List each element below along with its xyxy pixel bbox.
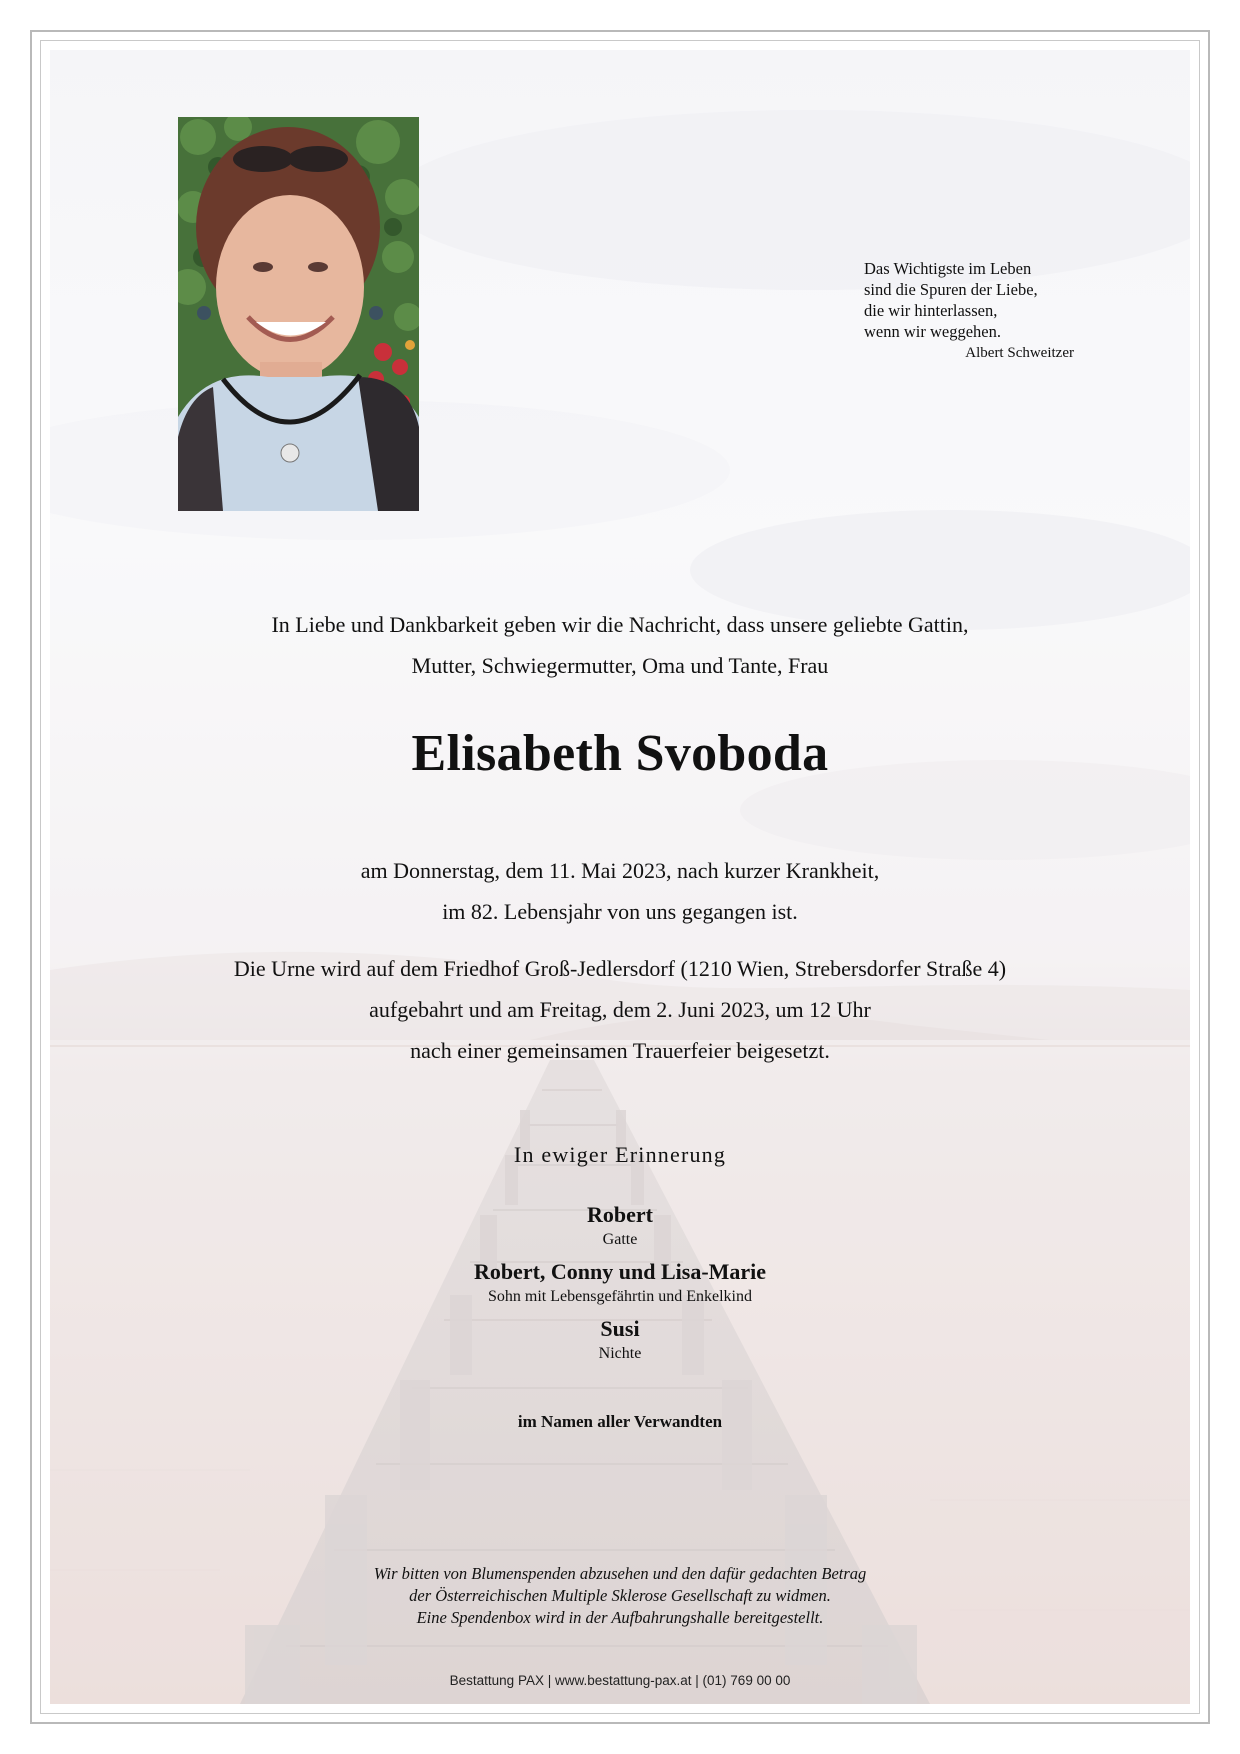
burial-line: nach einer gemeinsamen Trauerfeier beigesetzt. <box>410 1038 830 1063</box>
portrait-photo-icon <box>178 117 419 511</box>
burial-line: Die Urne wird auf dem Friedhof Groß-Jedlersdorf (1210 Wien, Strebersdorfer Straße 4) <box>233 956 1007 981</box>
family-list <box>100 1200 1140 1371</box>
intro-line: Mutter, Schwiegermutter, Oma und Tante, Frau <box>411 653 829 678</box>
burial-details <box>100 948 1140 1071</box>
family-member-name: Robert <box>587 1202 653 1227</box>
relatives-note: im Namen aller Verwandten <box>517 1412 723 1431</box>
quote-line: die wir hinterlassen, <box>864 301 998 320</box>
funeral-home-footer: Bestattung PAX | www.bestattung-pax.at | (01) 769 00 00 <box>449 1673 791 1688</box>
burial-line: aufgebahrt und am Freitag, dem 2. Juni 2023, um 12 Uhr <box>369 997 871 1022</box>
death-line: am Donnerstag, dem 11. Mai 2023, nach kurzer Krankheit, <box>360 858 880 883</box>
quote-block <box>864 258 1074 364</box>
death-details <box>100 850 1140 932</box>
donation-line: Wir bitten von Blumenspenden abzusehen und den dafür gedachten Betrag <box>373 1564 867 1583</box>
quote-author: Albert Schweitzer <box>965 345 1074 361</box>
death-line: im 82. Lebensjahr von uns gegangen ist. <box>442 899 798 924</box>
family-member-relation: Nichte <box>598 1345 642 1362</box>
quote-line: wenn wir weggehen. <box>864 322 1001 341</box>
family-member-name: Susi <box>600 1316 640 1341</box>
donation-request <box>100 1563 1140 1629</box>
family-member-relation: Gatte <box>602 1231 638 1248</box>
portrait-photo <box>178 117 419 511</box>
intro-line: In Liebe und Dankbarkeit geben wir die Nachricht, dass unsere geliebte Gattin, <box>271 612 969 637</box>
family-member-name: Robert, Conny und Lisa-Marie <box>473 1259 767 1284</box>
announcement-intro <box>100 604 1140 686</box>
donation-line: der Österreichischen Multiple Sklerose Gesellschaft zu widmen. <box>409 1586 831 1605</box>
quote-line: sind die Spuren der Liebe, <box>864 280 1038 299</box>
donation-line: Eine Spendenbox wird in der Aufbahrungshalle bereitgestellt. <box>416 1608 824 1627</box>
deceased-name: Elisabeth Svoboda <box>411 725 829 782</box>
family-member-relation: Sohn mit Lebensgefährtin und Enkelkind <box>488 1288 752 1305</box>
memory-heading: In ewiger Erinnerung <box>513 1142 727 1167</box>
quote-line: Das Wichtigste im Leben <box>864 259 1032 278</box>
